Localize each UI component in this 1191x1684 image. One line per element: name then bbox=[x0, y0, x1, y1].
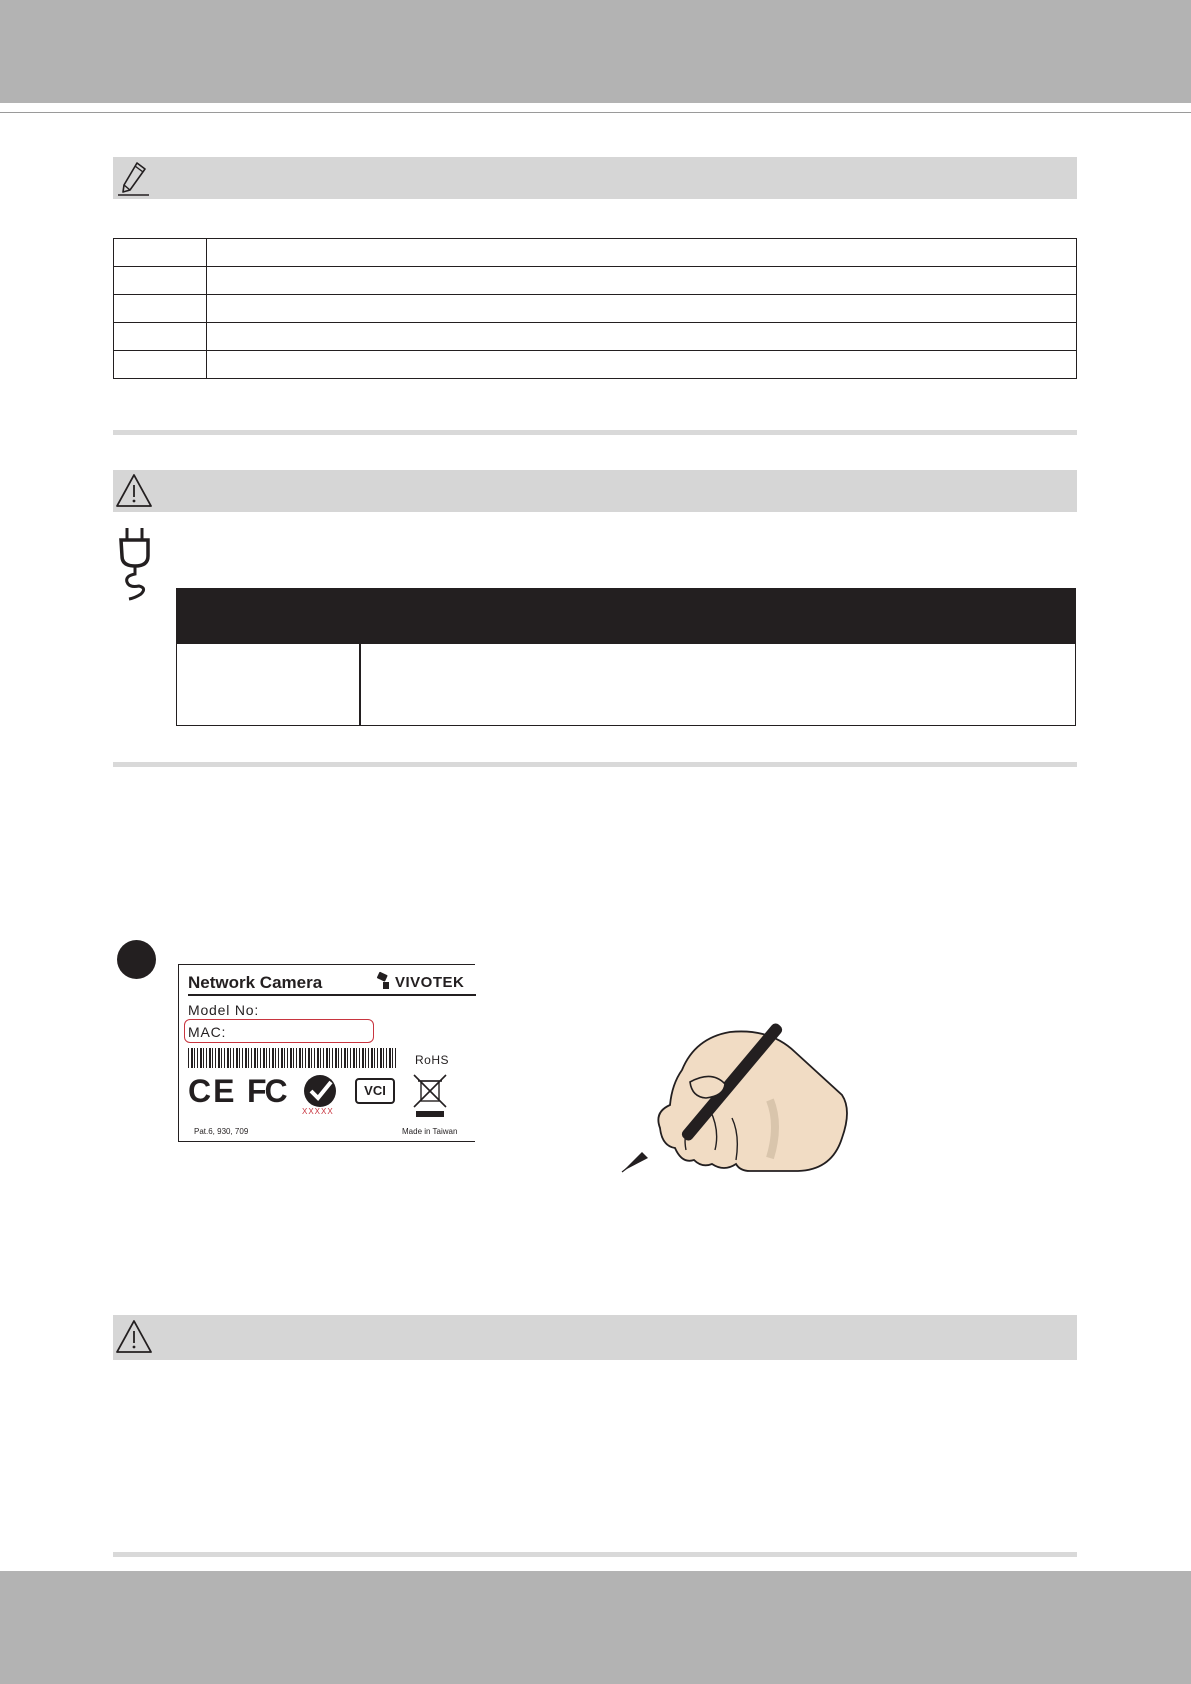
patent-text: Pat.6, 930, 709 bbox=[194, 1127, 249, 1136]
table-cell bbox=[114, 323, 207, 351]
section-divider bbox=[113, 762, 1077, 767]
rohs-text: RoHS bbox=[415, 1053, 450, 1067]
fcc-mark-icon: FC bbox=[247, 1073, 286, 1109]
table-row bbox=[114, 323, 1077, 351]
warning-icon bbox=[115, 1318, 153, 1361]
power-table bbox=[176, 588, 1076, 726]
label-brand: VIVOTEK bbox=[395, 974, 465, 991]
product-label bbox=[178, 964, 475, 1142]
vci-mark-icon bbox=[355, 1078, 395, 1104]
barcode bbox=[188, 1048, 398, 1068]
made-in-text: Made in Taiwan bbox=[402, 1127, 458, 1136]
page-header-band bbox=[0, 0, 1191, 103]
ce-mark-icon: CE bbox=[188, 1073, 237, 1109]
step-marker bbox=[117, 940, 156, 979]
label-title: Network Camera bbox=[188, 973, 323, 992]
table-cell bbox=[207, 323, 1077, 351]
power-plug-icon bbox=[117, 526, 153, 609]
section-divider bbox=[113, 430, 1077, 435]
table-cell bbox=[207, 351, 1077, 379]
table-cell bbox=[114, 295, 207, 323]
table-cell bbox=[114, 351, 207, 379]
table-row bbox=[114, 239, 1077, 267]
label-mac: MAC: bbox=[188, 1024, 227, 1040]
camera-logo-icon bbox=[376, 971, 392, 996]
table-cell bbox=[114, 267, 207, 295]
hand-writing-illustration bbox=[620, 1000, 900, 1180]
warning-icon bbox=[115, 472, 153, 515]
warning-bar bbox=[113, 470, 1077, 512]
note-bar bbox=[113, 157, 1077, 199]
table-cell bbox=[207, 239, 1077, 267]
page-footer-band bbox=[0, 1571, 1191, 1684]
pencil-icon bbox=[115, 159, 153, 202]
table-row bbox=[114, 351, 1077, 379]
table-row bbox=[114, 267, 1077, 295]
section-divider bbox=[113, 1552, 1077, 1557]
cert-code: XXXXX bbox=[302, 1107, 334, 1116]
label-model: Model No: bbox=[188, 1002, 260, 1018]
spec-table bbox=[113, 238, 1077, 379]
warning-bar bbox=[113, 1315, 1077, 1360]
vci-text: VCI bbox=[364, 1083, 386, 1098]
label-title-rule bbox=[188, 994, 476, 996]
table-row bbox=[114, 295, 1077, 323]
power-table-divider bbox=[359, 644, 361, 726]
table-cell bbox=[207, 295, 1077, 323]
table-cell bbox=[114, 239, 207, 267]
weee-bin-icon bbox=[412, 1073, 448, 1124]
header-rule bbox=[0, 112, 1191, 113]
table-cell bbox=[207, 267, 1077, 295]
power-table-header bbox=[177, 589, 1075, 644]
